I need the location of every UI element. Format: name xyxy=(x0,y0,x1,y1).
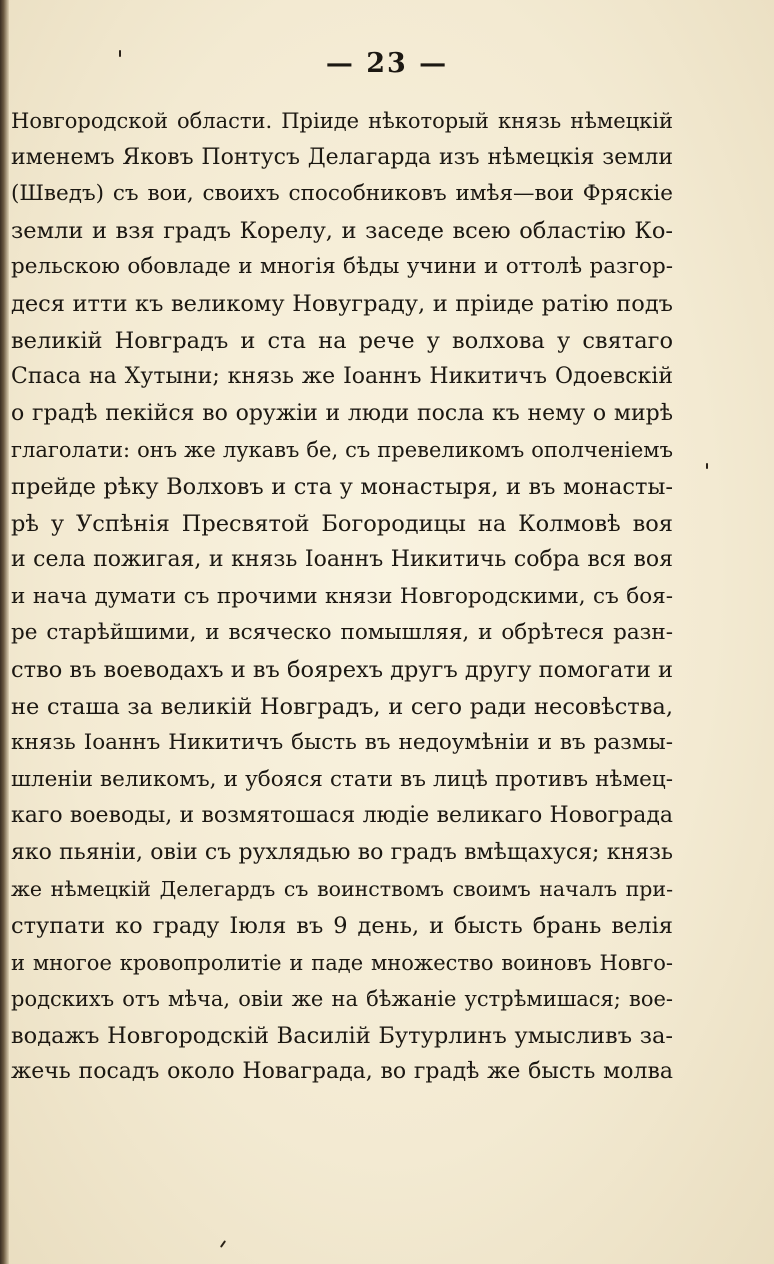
text-line: великій Новградъ и ста на рече у волхова у святаго xyxy=(11,327,673,354)
text-line: рѣ у Успѣнія Пресвятой Богородицы на Колмовѣ воя xyxy=(11,510,673,537)
text-line: жечь посадъ около Новаграда, во градѣ же бысть молва xyxy=(11,1059,673,1085)
text-line: и нача думати съ прочими князи Новгородскими, съ боя- xyxy=(11,583,673,609)
text-line: глаголати: онъ же лукавъ бе, съ превеликомъ ополченіемъ xyxy=(11,438,673,463)
text-line: же нѣмецкій Делегардъ съ воинствомъ своимъ началъ при- xyxy=(11,877,673,902)
text-line: (Шведъ) съ вои, своихъ способниковъ имѣя—вои Фряскіе xyxy=(11,181,673,207)
binding-edge xyxy=(0,0,9,1264)
text-line: Новгородской области. Пріиде нѣкоторый князь нѣмецкій xyxy=(11,109,673,133)
text-line: ре старѣйшими, и всяческо помышляя, и обрѣтеся разн- xyxy=(11,620,673,646)
text-line: не сташа за великій Новградъ, и сего ради несовѣства, xyxy=(11,693,673,720)
text-line: ство въ воеводахъ и въ боярехъ другъ другу помогати и xyxy=(11,656,673,683)
text-line: деся итти къ великому Новуграду, и пріиде ратію подъ xyxy=(11,290,673,317)
text-line: ступати ко граду Іюля въ 9 день, и бысть брань велія xyxy=(11,913,673,940)
text-line: шленіи великомъ, и убояся стати въ лицѣ противъ нѣмец- xyxy=(11,766,673,792)
text-line: каго воеводы, и возмятошася людіе великаго Новограда xyxy=(11,803,673,829)
text-line: о градѣ пекійся во оружіи и люди посла къ нему о мирѣ xyxy=(11,400,673,426)
text-line: и села пожигая, и князь Іоаннъ Никитичь собра вся воя xyxy=(11,547,673,573)
page-number: — 23 — xyxy=(325,48,449,79)
text-line: Спаса на Хутыни; князь же Іоаннъ Никитичъ Одоевскій xyxy=(11,364,673,390)
text-line: водажъ Новгородскій Василій Бутурлинъ умысливъ за- xyxy=(11,1022,673,1049)
text-line: именемъ Яковъ Понтусъ Делагарда изъ нѣмецкія земли xyxy=(11,144,673,170)
body-text xyxy=(11,103,673,1091)
text-line: родскихъ отъ мѣча, овіи же на бѣжаніе устрѣмишася; вое- xyxy=(11,987,673,1012)
ink-speck xyxy=(119,50,121,57)
text-line: яко пьяніи, овіи съ рухлядью во градъ вмѣщахуся; князь xyxy=(11,839,673,865)
text-line: и многое кровопролитіе и паде множество воиновъ Новго- xyxy=(11,950,673,975)
text-line: рельскою обовладе и многія бѣды учини и оттолѣ разгор- xyxy=(11,254,673,280)
text-line: земли и взя градъ Корелу, и заседе всею областію Ко- xyxy=(11,217,673,244)
text-line: прейде рѣку Волховъ и ста у монастыря, и въ монасты- xyxy=(11,473,673,500)
text-line: князь Іоаннъ Никитичъ бысть въ недоумѣніи и въ размы- xyxy=(11,730,673,756)
ink-speck xyxy=(706,463,708,469)
ink-speck xyxy=(220,1240,226,1248)
